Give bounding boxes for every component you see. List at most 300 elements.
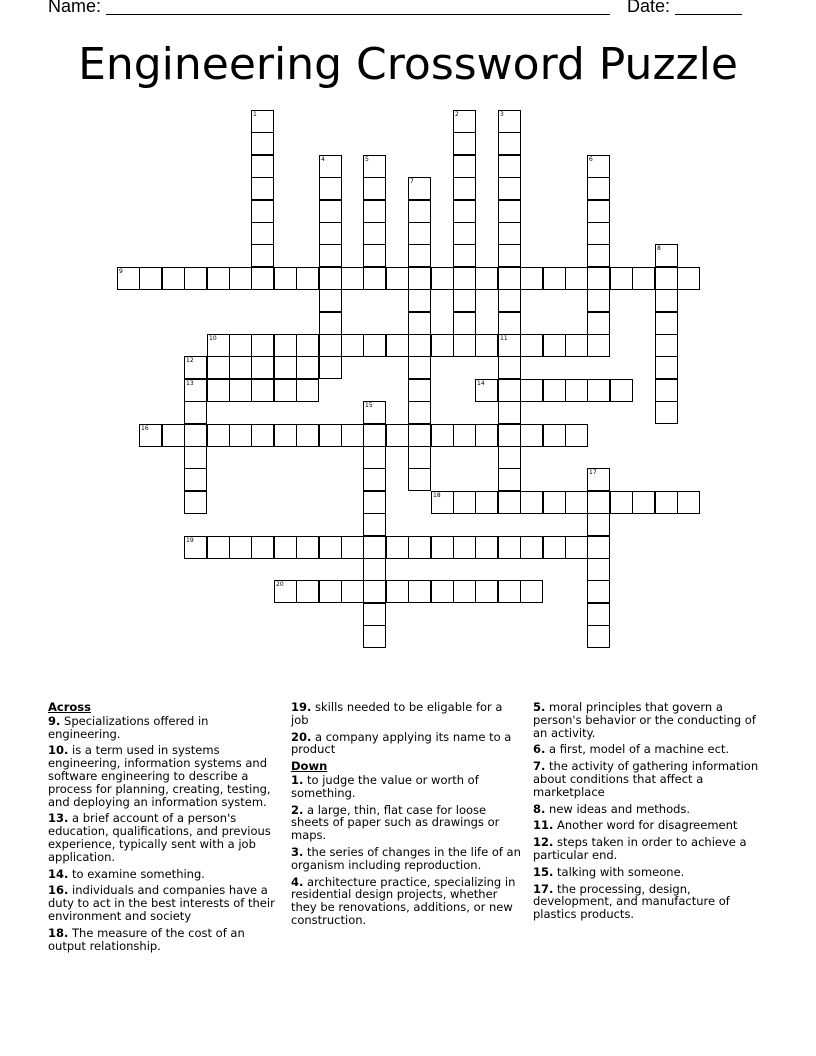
clue-number: 20. [291,729,312,744]
grid-cell[interactable] [408,536,431,559]
clue-number: 14 [477,380,485,387]
grid-cell[interactable] [408,177,431,200]
grid-cell[interactable] [229,334,252,357]
grid-cell[interactable] [587,267,610,290]
clue-number: 19. [291,700,312,714]
grid-cell[interactable] [408,401,431,424]
clue-number: 12 [186,357,194,364]
grid-cell[interactable] [274,580,297,603]
grid-cell[interactable] [386,536,409,559]
grid-cell[interactable] [498,110,521,133]
grid-cell[interactable] [319,580,342,603]
grid-cell[interactable] [296,267,319,290]
clue [48,715,280,741]
grid-cell[interactable] [498,491,521,514]
name-field[interactable] [48,0,610,17]
grid-cell[interactable] [498,580,521,603]
clue-number: 1 [253,111,257,118]
grid-cell[interactable] [408,356,431,379]
grid-cell[interactable] [610,267,633,290]
grid-cell[interactable] [587,289,610,312]
clue-text: steps taken in order to achieve a particular end. [533,835,747,862]
grid-cell[interactable] [363,177,386,200]
grid-cell[interactable] [229,424,252,447]
grid-cell[interactable] [251,334,274,357]
grid-cell[interactable] [565,267,588,290]
grid-cell[interactable] [319,424,342,447]
grid-cell[interactable] [251,110,274,133]
grid-cell[interactable] [475,491,498,514]
grid-cell[interactable] [408,267,431,290]
grid-cell[interactable] [363,580,386,603]
grid-cell[interactable] [408,244,431,267]
grid-cell[interactable] [498,468,521,491]
clue-number: 20 [276,581,284,588]
grid-cell[interactable] [363,446,386,469]
grid-cell[interactable] [408,580,431,603]
grid-cell[interactable] [251,379,274,402]
grid-cell[interactable] [386,334,409,357]
grid-cell[interactable] [162,267,185,290]
grid-cell[interactable] [296,334,319,357]
grid-cell[interactable] [543,379,566,402]
grid-cell[interactable] [453,177,476,200]
grid-cell[interactable] [498,200,521,223]
clue-text: Specializations offered in engineering. [48,713,209,741]
date-line[interactable] [675,0,742,15]
grid-cell[interactable] [453,536,476,559]
grid-cell[interactable] [587,200,610,223]
grid-cell[interactable] [117,267,140,290]
across-heading: Across [48,700,91,714]
grid-cell[interactable] [251,267,274,290]
clue [533,819,769,832]
clue-text: the processing, design, development, and manufacture of plastics products. [533,881,730,922]
grid-cell[interactable] [587,603,610,626]
grid-cell[interactable] [587,222,610,245]
grid-cell[interactable] [587,177,610,200]
grid-cell[interactable] [341,334,364,357]
grid-cell[interactable] [296,379,319,402]
grid-cell[interactable] [274,424,297,447]
grid-cell[interactable] [453,222,476,245]
grid-cell[interactable] [184,356,207,379]
grid-cell[interactable] [543,491,566,514]
grid-cell[interactable] [139,267,162,290]
clue-text: new ideas and methods. [545,801,691,816]
clue-number: 2. [291,802,304,817]
grid-cell[interactable] [655,312,678,335]
grid-cell[interactable] [296,580,319,603]
grid-cell[interactable] [565,536,588,559]
clue-number: 10. [48,743,69,758]
clue [48,744,280,808]
clue-text: is a term used in systems engineering, information systems and software engineering to describe a process for planning, creating, testing, and deploying an information system. [48,743,271,809]
grid-cell[interactable] [319,289,342,312]
grid-cell[interactable] [587,625,610,648]
grid-cell[interactable] [453,289,476,312]
clue [291,731,523,757]
clue-number: 15. [533,864,554,879]
grid-cell[interactable] [319,155,342,178]
grid-cell[interactable] [184,446,207,469]
clue-text: architecture practice, specializing in residential design projects, whether they be renovations, additions, or new construction. [291,874,516,927]
clue-text: the series of changes in the life of an organism including reproduction. [291,844,521,872]
grid-cell[interactable] [475,267,498,290]
grid-cell[interactable] [184,424,207,447]
grid-cell[interactable] [543,424,566,447]
grid-cell[interactable] [408,289,431,312]
clue [533,803,769,816]
grid-cell[interactable] [319,177,342,200]
grid-cell[interactable] [341,580,364,603]
clue-number: 19 [186,537,194,544]
grid-cell[interactable] [184,267,207,290]
grid-cell[interactable] [408,222,431,245]
grid-cell[interactable] [587,334,610,357]
grid-cell[interactable] [453,312,476,335]
grid-cell[interactable] [498,267,521,290]
grid-cell[interactable] [408,424,431,447]
grid-cell[interactable] [587,491,610,514]
clue [48,868,280,881]
clue-number: 16. [48,883,69,898]
clue-number: 14. [48,866,69,881]
grid-cell[interactable] [453,491,476,514]
grid-cell[interactable] [498,446,521,469]
grid-cell[interactable] [587,312,610,335]
clue-number: 17 [589,469,597,476]
clue-number: 11. [533,818,554,833]
grid-cell[interactable] [229,379,252,402]
grid-cell[interactable] [543,536,566,559]
grid-cell[interactable] [587,155,610,178]
grid-cell[interactable] [475,334,498,357]
clue-number: 8. [533,801,546,816]
grid-cell[interactable] [341,424,364,447]
grid-cell[interactable] [498,312,521,335]
clue [291,876,523,927]
grid-cell[interactable] [587,558,610,581]
grid-cell[interactable] [498,132,521,155]
clue [533,760,769,798]
grid-cell[interactable] [319,222,342,245]
grid-cell[interactable] [319,536,342,559]
grid-cell[interactable] [610,379,633,402]
grid-cell[interactable] [431,334,454,357]
clues-column-3 [533,701,769,925]
grid-cell[interactable] [139,424,162,447]
clue-number: 7 [410,178,414,185]
grid-cell[interactable] [632,267,655,290]
grid-cell[interactable] [363,244,386,267]
grid-cell[interactable] [296,424,319,447]
grid-cell[interactable] [475,580,498,603]
grid-cell[interactable] [520,379,543,402]
grid-cell[interactable] [565,424,588,447]
grid-cell[interactable] [431,536,454,559]
grid-cell[interactable] [655,401,678,424]
grid-cell[interactable] [587,580,610,603]
grid-cell[interactable] [207,536,230,559]
clue-number: 3 [500,111,504,118]
date-field[interactable] [627,0,742,17]
grid-cell[interactable] [207,379,230,402]
clues-column-1 [48,701,280,956]
grid-cell[interactable] [453,200,476,223]
grid-cell[interactable] [319,244,342,267]
grid-cell[interactable] [655,379,678,402]
grid-cell[interactable] [520,580,543,603]
grid-cell[interactable] [274,356,297,379]
grid-cell[interactable] [363,513,386,536]
grid-cell[interactable] [677,267,700,290]
grid-cell[interactable] [520,491,543,514]
grid-cell[interactable] [565,334,588,357]
grid-cell[interactable] [498,401,521,424]
clue-number: 2 [455,111,459,118]
grid-cell[interactable] [453,580,476,603]
date-label: Date: [627,0,671,16]
clue [533,701,769,739]
grid-cell[interactable] [431,424,454,447]
clue [291,846,523,872]
clue-text: to examine something. [68,866,205,881]
grid-cell[interactable] [655,334,678,357]
grid-cell[interactable] [184,491,207,514]
clue-text: Another word for disagreement [553,818,738,833]
grid-cell[interactable] [251,155,274,178]
grid-cell[interactable] [363,603,386,626]
grid-cell[interactable] [431,491,454,514]
clue-text: talking with someone. [553,864,685,879]
grid-cell[interactable] [408,468,431,491]
clue-number: 6. [533,742,546,757]
clue-number: 16 [141,425,149,432]
grid-cell[interactable] [251,244,274,267]
clue [291,804,523,842]
clue-text: the activity of gathering information about conditions that affect a marketplace [533,759,759,799]
clue [48,927,280,953]
clue [533,866,769,879]
clue-number: 7. [533,759,546,774]
clue-number: 17. [533,881,554,896]
grid-cell[interactable] [251,177,274,200]
clue-number: 13 [186,380,194,387]
grid-cell[interactable] [251,424,274,447]
clue-number: 5 [365,156,369,163]
grid-cell[interactable] [408,312,431,335]
grid-cell[interactable] [184,468,207,491]
grid-cell[interactable] [184,401,207,424]
clue [291,774,523,800]
grid-cell[interactable] [363,401,386,424]
grid-cell[interactable] [498,424,521,447]
grid-cell[interactable] [341,536,364,559]
grid-cell[interactable] [498,289,521,312]
grid-cell[interactable] [543,267,566,290]
clue-text: a large, thin, flat case for loose sheets of paper such as drawings or maps. [291,802,500,843]
grid-cell[interactable] [565,491,588,514]
grid-cell[interactable] [655,289,678,312]
grid-cell[interactable] [655,267,678,290]
name-line[interactable] [106,0,610,15]
grid-cell[interactable] [319,312,342,335]
clue-text: a first, model of a machine ect. [545,742,730,757]
grid-cell[interactable] [453,334,476,357]
grid-cell[interactable] [453,155,476,178]
grid-cell[interactable] [251,132,274,155]
grid-cell[interactable] [453,110,476,133]
grid-cell[interactable] [296,536,319,559]
grid-cell[interactable] [587,513,610,536]
clue-text: skills needed to be eligable for a job [291,700,503,727]
grid-cell[interactable] [655,244,678,267]
clue-number: 4 [321,156,325,163]
clue-text: individuals and companies have a duty to act in the best interests of their environment and society [48,883,275,923]
grid-cell[interactable] [274,536,297,559]
grid-cell[interactable] [251,536,274,559]
grid-cell[interactable] [655,356,678,379]
clue-number: 1. [291,772,304,787]
grid-cell[interactable] [453,132,476,155]
grid-cell[interactable] [520,424,543,447]
grid-cell[interactable] [475,536,498,559]
grid-cell[interactable] [319,267,342,290]
grid-cell[interactable] [475,379,498,402]
grid-cell[interactable] [274,267,297,290]
name-label: Name: [48,0,102,16]
clue-number: 9. [48,713,61,728]
grid-cell[interactable] [184,536,207,559]
grid-cell[interactable] [520,536,543,559]
grid-cell[interactable] [587,468,610,491]
grid-cell[interactable] [319,200,342,223]
grid-cell[interactable] [207,334,230,357]
grid-cell[interactable] [363,558,386,581]
grid-cell[interactable] [386,580,409,603]
clue-number: 9 [119,268,123,275]
grid-cell[interactable] [251,200,274,223]
grid-cell[interactable] [632,491,655,514]
clue-number: 18. [48,925,69,940]
grid-cell[interactable] [162,424,185,447]
grid-cell[interactable] [520,267,543,290]
grid-cell[interactable] [229,267,252,290]
grid-cell[interactable] [453,267,476,290]
clue-number: 6 [589,156,593,163]
grid-cell[interactable] [565,379,588,402]
grid-cell[interactable] [408,379,431,402]
grid-cell[interactable] [408,446,431,469]
grid-cell[interactable] [453,424,476,447]
clues-column-2 [291,701,523,931]
grid-cell[interactable] [363,200,386,223]
clue [533,743,769,756]
grid-cell[interactable] [229,356,252,379]
grid-cell[interactable] [363,267,386,290]
grid-cell[interactable] [296,356,319,379]
grid-cell[interactable] [587,244,610,267]
clue [48,884,280,922]
down-heading: Down [291,759,328,774]
clue-number: 15 [365,402,373,409]
grid-cell[interactable] [498,244,521,267]
clue-text: to judge the value or worth of something. [291,772,479,800]
clue-number: 4. [291,874,304,889]
grid-cell[interactable] [543,334,566,357]
grid-cell[interactable] [229,536,252,559]
grid-cell[interactable] [475,424,498,447]
grid-cell[interactable] [498,379,521,402]
grid-cell[interactable] [386,424,409,447]
grid-cell[interactable] [498,155,521,178]
grid-cell[interactable] [498,356,521,379]
grid-cell[interactable] [207,267,230,290]
grid-cell[interactable] [341,267,364,290]
grid-cell[interactable] [274,334,297,357]
clue [533,883,769,921]
grid-cell[interactable] [319,356,342,379]
clue-text: a company applying its name to a product [291,729,512,757]
grid-cell[interactable] [453,244,476,267]
grid-cell[interactable] [363,155,386,178]
grid-cell[interactable] [363,222,386,245]
clue-number: 18 [433,492,441,499]
grid-cell[interactable] [251,356,274,379]
grid-cell[interactable] [274,379,297,402]
clue-text: a brief account of a person's education, qualifications, and previous experience, typically sent with a job application. [48,811,271,864]
grid-cell[interactable] [498,334,521,357]
grid-cell[interactable] [587,379,610,402]
clue-text: moral principles that govern a person's behavior or the conducting of an activity. [533,700,756,740]
grid-cell[interactable] [498,222,521,245]
grid-cell[interactable] [319,334,342,357]
grid-cell[interactable] [363,468,386,491]
grid-cell[interactable] [655,491,678,514]
grid-cell[interactable] [498,177,521,200]
grid-cell[interactable] [610,491,633,514]
grid-cell[interactable] [386,267,409,290]
clue-number: 12. [533,835,554,850]
clue [533,836,769,862]
grid-cell[interactable] [431,580,454,603]
grid-cell[interactable] [587,536,610,559]
grid-cell[interactable] [498,536,521,559]
clue [48,812,280,863]
grid-cell[interactable] [251,222,274,245]
clue-number: 8 [657,245,661,252]
grid-cell[interactable] [520,334,543,357]
clue-number: 10 [209,335,217,342]
grid-cell[interactable] [207,424,230,447]
grid-cell[interactable] [408,334,431,357]
clue-text: The measure of the cost of an output relationship. [48,925,245,953]
clue-number: 11 [500,335,508,342]
grid-cell[interactable] [431,267,454,290]
grid-cell[interactable] [184,379,207,402]
grid-cell[interactable] [677,491,700,514]
grid-cell[interactable] [363,625,386,648]
clue [291,701,523,727]
clue-number: 13. [48,811,69,826]
grid-cell[interactable] [363,536,386,559]
grid-cell[interactable] [207,356,230,379]
grid-cell[interactable] [363,491,386,514]
grid-cell[interactable] [363,334,386,357]
grid-cell[interactable] [363,424,386,447]
grid-cell[interactable] [408,200,431,223]
